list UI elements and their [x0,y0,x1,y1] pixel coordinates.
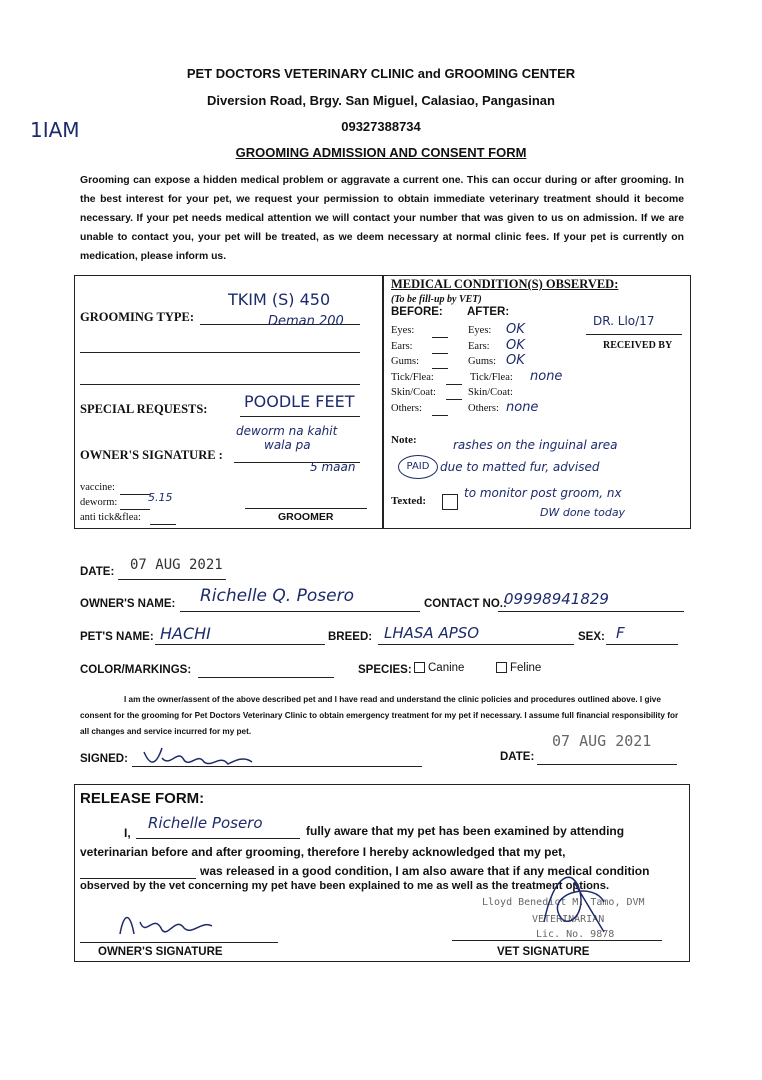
note-text-3: to monitor post groom, nx [464,486,622,500]
release-i: I, [124,826,131,840]
before-row-label: Skin/Coat: [391,387,436,399]
pet-name-label: PET'S NAME: [80,631,154,643]
before-row-label: Tick/Flea: [391,371,434,383]
vet-stamp-title: VETERINARIAN [532,914,605,925]
after-row-value[interactable]: none [530,368,563,384]
before-row-label: Eyes: [391,325,415,336]
texted-label: Texted: [391,495,427,507]
after-row-value[interactable]: OK [506,353,525,369]
sex-value[interactable]: F [616,624,625,642]
owner-name-value[interactable]: Richelle Q. Posero [200,586,354,606]
owner-name-label: OWNER'S NAME: [80,598,176,610]
note-text-4: DW done today [540,506,626,519]
texted-checkbox[interactable] [442,494,458,510]
species-label: SPECIES: [358,664,412,676]
canine-checkbox[interactable] [414,662,425,673]
owner-signature-scribble [140,742,280,770]
grooming-type-label: GROOMING TYPE: [80,310,195,324]
color-label: COLOR/MARKINGS: [80,664,192,676]
owner-signature-label: OWNER'S SIGNATURE : [80,448,223,462]
groomer-label: GROOMER [278,511,334,523]
grooming-type-value-2[interactable]: Deman 200 [268,314,344,329]
intro-paragraph: Grooming can expose a hidden medical problem or aggravate a current one. This can occur during or after grooming. In the best interest for your pet, we request your permission to obtain immediate veterinary treatment should it become necessary. If your pet needs medical attention we will contact your number that was given to us on admission. If we are unable to contact you, your pet will be treated, as we deem necessary at normal clinic fees. If your pet is currently on medication, please inform us. [80,175,684,262]
clinic-address: Diversion Road, Brgy. San Miguel, Calasiao, Pangasinan [207,93,555,108]
clinic-phone: 09327388734 [341,119,421,134]
breed-label: BREED: [328,631,373,643]
after-row-label: Others: [468,403,499,414]
species-feline[interactable]: Feline [496,662,541,674]
after-row-label: Tick/Flea: [470,371,513,383]
before-row-label: Gums: [391,356,420,368]
after-label: AFTER: [467,306,510,318]
owner-note-2: wala pa [264,438,311,452]
consent-date-stamp[interactable]: 07 AUG 2021 [552,732,652,750]
deworm-value[interactable]: 5.15 [148,491,173,504]
paid-circle: PAID [398,455,438,479]
special-requests-value[interactable]: POODLE FEET [244,392,355,411]
anti-tick-label: anti tick&flea: [80,512,141,523]
after-row-value[interactable]: OK [506,322,525,337]
note-text-1: rashes on the inguinal area [453,438,618,452]
after-row-label: Eyes: [468,325,492,336]
before-row-label: Others: [391,403,422,414]
form-title: GROOMING ADMISSION AND CONSENT FORM [235,145,527,160]
release-line3: was released in a good condition, I am also aware that if any medical condition [200,864,650,878]
owner-note-1: deworm na kahit [236,424,338,438]
after-row-value[interactable]: none [506,400,539,415]
medical-subtitle: (To be fill-up by VET) [391,294,482,305]
vet-stamp-name: Lloyd Benedict M. Tamo, DVM [482,897,645,908]
release-line2: veterinarian before and after grooming, therefore I hereby acknowledged that my pet, [80,845,566,859]
after-row-value[interactable]: OK [506,337,525,353]
species-canine[interactable]: Canine [414,662,464,674]
date-value[interactable]: 07 AUG 2021 [130,557,223,573]
special-requests-label: SPECIAL REQUESTS: [80,402,208,416]
breed-value[interactable]: LHASA APSO [384,624,480,642]
pet-name-value[interactable]: HACHI [160,624,211,643]
medical-title: MEDICAL CONDITION(S) OBSERVED: [391,277,619,291]
margin-note: 1IAM [30,118,80,142]
contact-label: CONTACT NO.: [424,598,507,610]
feline-checkbox[interactable] [496,662,507,673]
clinic-name: PET DOCTORS VETERINARY CLINIC and GROOMING CENTER [186,66,576,81]
vet-signature-label: VET SIGNATURE [497,946,590,958]
vaccine-label: vaccine: [80,482,115,493]
note-text-2: due to matted fur, advised [440,460,600,474]
consent-text: I am the owner/assent of the above described pet and I have read and understand the clinic policies and procedures outlined above. I give consent for the grooming for Pet Doctors Veterinary Clinic to obtain emergency treatment for my pet if necessary. I assume full financial responsibility for all changes and service incurred for my pet. [80,695,679,736]
deworm-label: deworm: [80,497,118,508]
date-label: DATE: [80,566,115,578]
release-owner-name: Richelle Posero [148,814,263,832]
owner-release-signature [112,904,222,944]
signed-label: SIGNED: [80,753,128,765]
vet-stamp-license: Lic. No. 9878 [536,929,615,940]
owner-signature-release-label: OWNER'S SIGNATURE [98,946,223,958]
contact-value[interactable]: 09998941829 [504,590,609,608]
before-row-label: Ears: [391,340,413,352]
before-label: BEFORE: [391,306,443,318]
release-line4: observed by the vet concerning my pet have been explained to me as well as the treatment options. [80,880,610,892]
after-row-label: Skin/Coat: [468,387,513,399]
after-row-label: Gums: [468,356,497,368]
note-label: Note: [391,434,417,446]
after-row-label: Ears: [468,340,490,352]
consent-date-label: DATE: [500,751,535,763]
release-line1: fully aware that my pet has been examined by attending [306,824,625,838]
owner-note-3: 5 maan [310,460,356,474]
received-by-value: DR. Llo/17 [593,314,655,328]
release-title: RELEASE FORM: [80,790,205,807]
received-by-label: RECEIVED BY [603,340,673,351]
sex-label: SEX: [578,631,605,643]
vet-signature-scribble [534,862,624,942]
grooming-type-value[interactable]: TKIM (S) 450 [228,290,331,309]
